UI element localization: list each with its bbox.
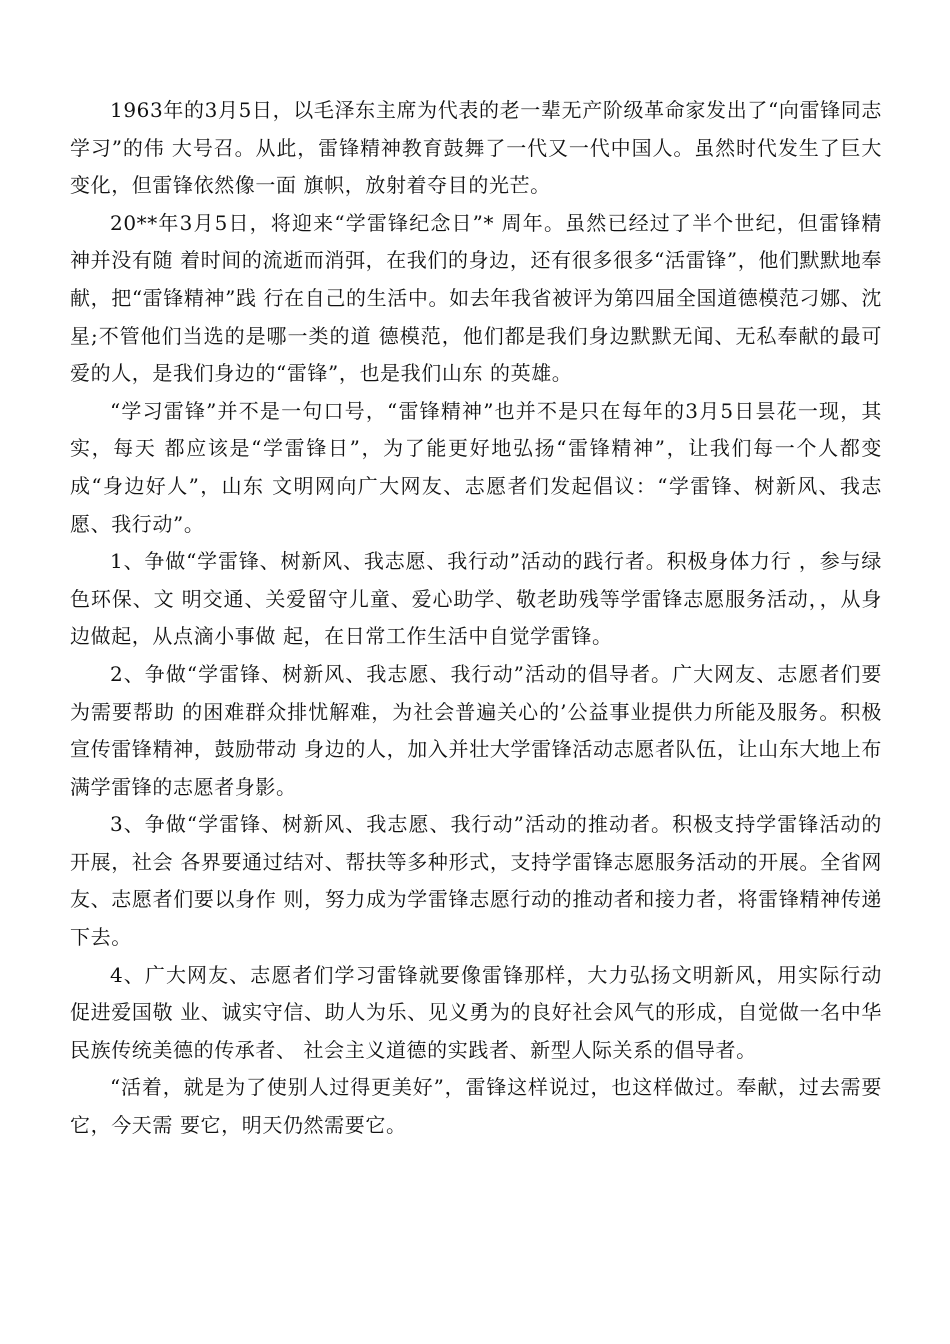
paragraph-item-1: 1、争做“学雷锋、树新风、我志愿、我行动”活动的践行者。积极身体力行 ，参与绿色环保、文 明交通、关爱留守儿童、爱心助学、敬老助残等学雷锋志愿服务活动，，从身边做起，从点滴小事做 起，在日常工作生活中自觉学雷锋。 — [70, 549, 882, 649]
paragraph-closing: “活着，就是为了使别人过得更美好”，雷锋这样说过，也这样做过。奉献，过去需要它，今天需 要它，明天仍然需要它。 — [70, 1075, 882, 1138]
paragraph-initiative: “学习雷锋”并不是一句口号，“雷锋精神”也并不是只在每年的3月5日昙花一现，其实，每天 都应该是“学雷锋日”，为了能更好地弘扬“雷锋精神”，让我们每一个人都变成“身边好人”，山东 文明网向广大网友、志愿者们发起倡议：“学雷锋、树新风、我志愿、我行动”。 — [70, 398, 882, 536]
document-body — [70, 92, 882, 1145]
paragraph-item-4: 4、广大网友、志愿者们学习雷锋就要像雷锋那样，大力弘扬文明新风，用实际行动促进爱国敬 业、诚实守信、助人为乐、见义勇为的良好社会风气的形成，自觉做一名中华民族传统美德的传承者、 社会主义道德的实践者、新型人际关系的倡导者。 — [70, 962, 882, 1062]
paragraph-item-3: 3、争做“学雷锋、树新风、我志愿、我行动”活动的推动者。积极支持学雷锋活动的开展，社会 各界要通过结对、帮扶等多种形式，支持学雷锋志愿服务活动的开展。全省网友、志愿者们要以身作 则，努力成为学雷锋志愿行动的推动者和接力者，将雷锋精神传递下去。 — [70, 812, 882, 950]
paragraph-anniversary: 20**年3月5日，将迎来“学雷锋纪念日”* 周年。虽然已经过了半个世纪，但雷锋精神并没有随 着时间的流逝而消弭，在我们的身边，还有很多很多“活雷锋”，他们默默地奉献，把“雷锋精神”践 行在自己的生活中。如去年我省被评为第四届全国道德模范刁娜、沈星;不管他们当选的是哪一类的道 德模范，他们都是我们身边默默无闻、无私奉献的最可爱的人，是我们身边的“雷锋”，也是我们山东 的英雄。 — [70, 210, 882, 386]
paragraph-intro: 1963年的3月5日，以毛泽东主席为代表的老一辈无产阶级革命家发出了“向雷锋同志学习”的伟 大号召。从此，雷锋精神教育鼓舞了一代又一代中国人。虽然时代发生了巨大变化，但雷锋依然像一面 旗帜，放射着夺目的光芒。 — [70, 98, 882, 198]
paragraph-item-2: 2、争做“学雷锋、树新风、我志愿、我行动”活动的倡导者。广大网友、志愿者们要为需要帮助 的困难群众排忧解难，为社会普遍关心的’公益事业提供力所能及服务。积极宣传雷锋精神，鼓励带动 身边的人，加入并壮大学雷锋活动志愿者队伍，让山东大地上布满学雷锋的志愿者身影。 — [70, 661, 882, 799]
